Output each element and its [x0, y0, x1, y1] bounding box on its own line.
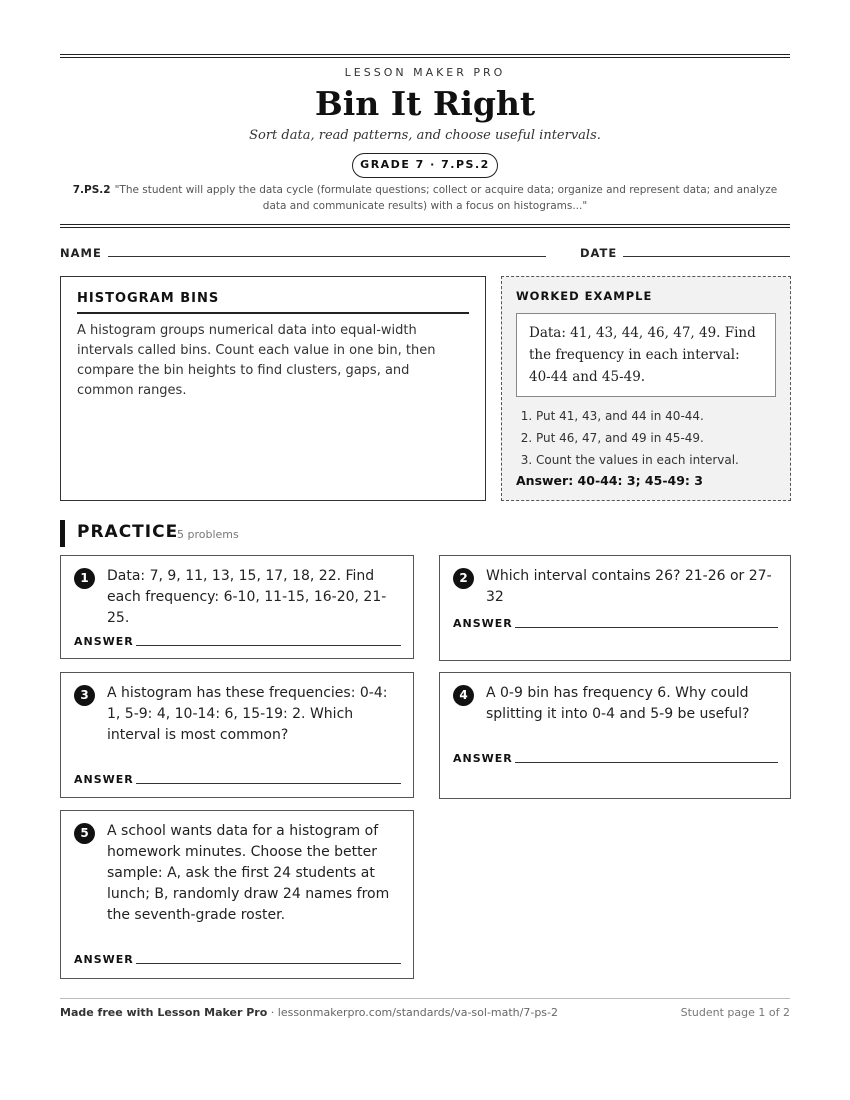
top-rule	[60, 54, 790, 58]
footer-rule	[60, 998, 790, 999]
answer-label: ANSWER	[74, 635, 134, 648]
worked-example-problem: Data: 41, 43, 44, 46, 47, 49. Find the frequency in each interval: 40-44 and 45-49.	[516, 313, 776, 397]
date-field[interactable]	[623, 256, 790, 257]
practice-heading: PRACTICE	[77, 522, 179, 542]
standard-text: "The student will apply the data cycle (formulate questions; collect or acquire data; organize and represent data; and analyze data and communicate results) with a focus on histograms..."	[114, 184, 778, 212]
worked-example-answer: Answer: 40-44: 3; 45-49: 3	[516, 473, 703, 488]
practice-problem-3	[60, 672, 414, 798]
problem-text: Data: 7, 9, 11, 13, 15, 17, 18, 22. Find each frequency: 6-10, 11-15, 16-20, 21-25.	[107, 568, 387, 626]
footer-page-number: Student page 1 of 2	[680, 1006, 790, 1019]
practice-problem-4	[439, 672, 791, 799]
answer-field[interactable]	[515, 762, 778, 763]
worked-example-heading: WORKED EXAMPLE	[516, 289, 653, 303]
answer-field[interactable]	[515, 627, 778, 628]
worksheet-subtitle: Sort data, read patterns, and choose useful intervals.	[249, 128, 601, 143]
answer-label: ANSWER	[453, 752, 513, 765]
name-label: NAME	[60, 246, 102, 260]
worked-example-steps	[516, 405, 776, 471]
problem-text: Which interval contains 26? 21-26 or 27-32	[486, 568, 772, 605]
date-label: DATE	[580, 246, 618, 260]
concept-body: A histogram groups numerical data into equal-width intervals called bins. Count each value in one bin, then compare the bin heights to find clusters, gaps, and common ranges.	[77, 323, 436, 398]
standard-statement	[60, 182, 790, 214]
worked-example-step: 1. Put 41, 43, and 44 in 40-44.	[536, 405, 776, 427]
worked-example-step: 3. Count the values in each interval.	[536, 449, 776, 471]
problem-text: A school wants data for a histogram of homework minutes. Choose the better sample: A, ask the first 24 students at lunch; B, randomly draw 24 names from the seventh-grade roster.	[107, 823, 390, 923]
worksheet-title: Bin It Right	[314, 84, 536, 123]
concept-box	[60, 276, 486, 501]
footer-made-with: Made free with Lesson Maker Pro	[60, 1006, 268, 1019]
header-bottom-rule	[60, 224, 790, 228]
grade-badge: GRADE 7 · 7.PS.2	[352, 153, 498, 178]
answer-field[interactable]	[136, 645, 401, 646]
answer-label: ANSWER	[453, 617, 513, 630]
answer-label: ANSWER	[74, 773, 134, 786]
standard-code: 7.PS.2	[72, 184, 111, 196]
practice-problem-5	[60, 810, 414, 979]
answer-label: ANSWER	[74, 953, 134, 966]
answer-field[interactable]	[136, 963, 401, 964]
footer-url: · lessonmakerpro.com/standards/va-sol-math/7-ps-2	[267, 1006, 559, 1019]
problem-text: A 0-9 bin has frequency 6. Why could splitting it into 0-4 and 5-9 be useful?	[486, 685, 750, 722]
practice-count: 5 problems	[177, 528, 239, 541]
practice-problem-2	[439, 555, 791, 661]
problem-number-badge: 4	[453, 685, 474, 706]
concept-heading: HISTOGRAM BINS	[77, 291, 469, 314]
problem-number-badge: 5	[74, 823, 95, 844]
problem-number-badge: 3	[74, 685, 95, 706]
problem-number-badge: 1	[74, 568, 95, 589]
name-field[interactable]	[108, 256, 546, 257]
worked-example-box	[501, 276, 791, 501]
practice-accent-bar	[60, 520, 65, 547]
answer-field[interactable]	[136, 783, 401, 784]
problem-number-badge: 2	[453, 568, 474, 589]
worked-example-step: 2. Put 46, 47, and 49 in 45-49.	[536, 427, 776, 449]
brand-name: LESSON MAKER PRO	[344, 66, 506, 79]
problem-text: A histogram has these frequencies: 0-4: 1, 5-9: 4, 10-14: 6, 15-19: 2. Which interval is most common?	[107, 685, 388, 743]
practice-problem-1	[60, 555, 414, 659]
footer-credit	[60, 1006, 558, 1019]
